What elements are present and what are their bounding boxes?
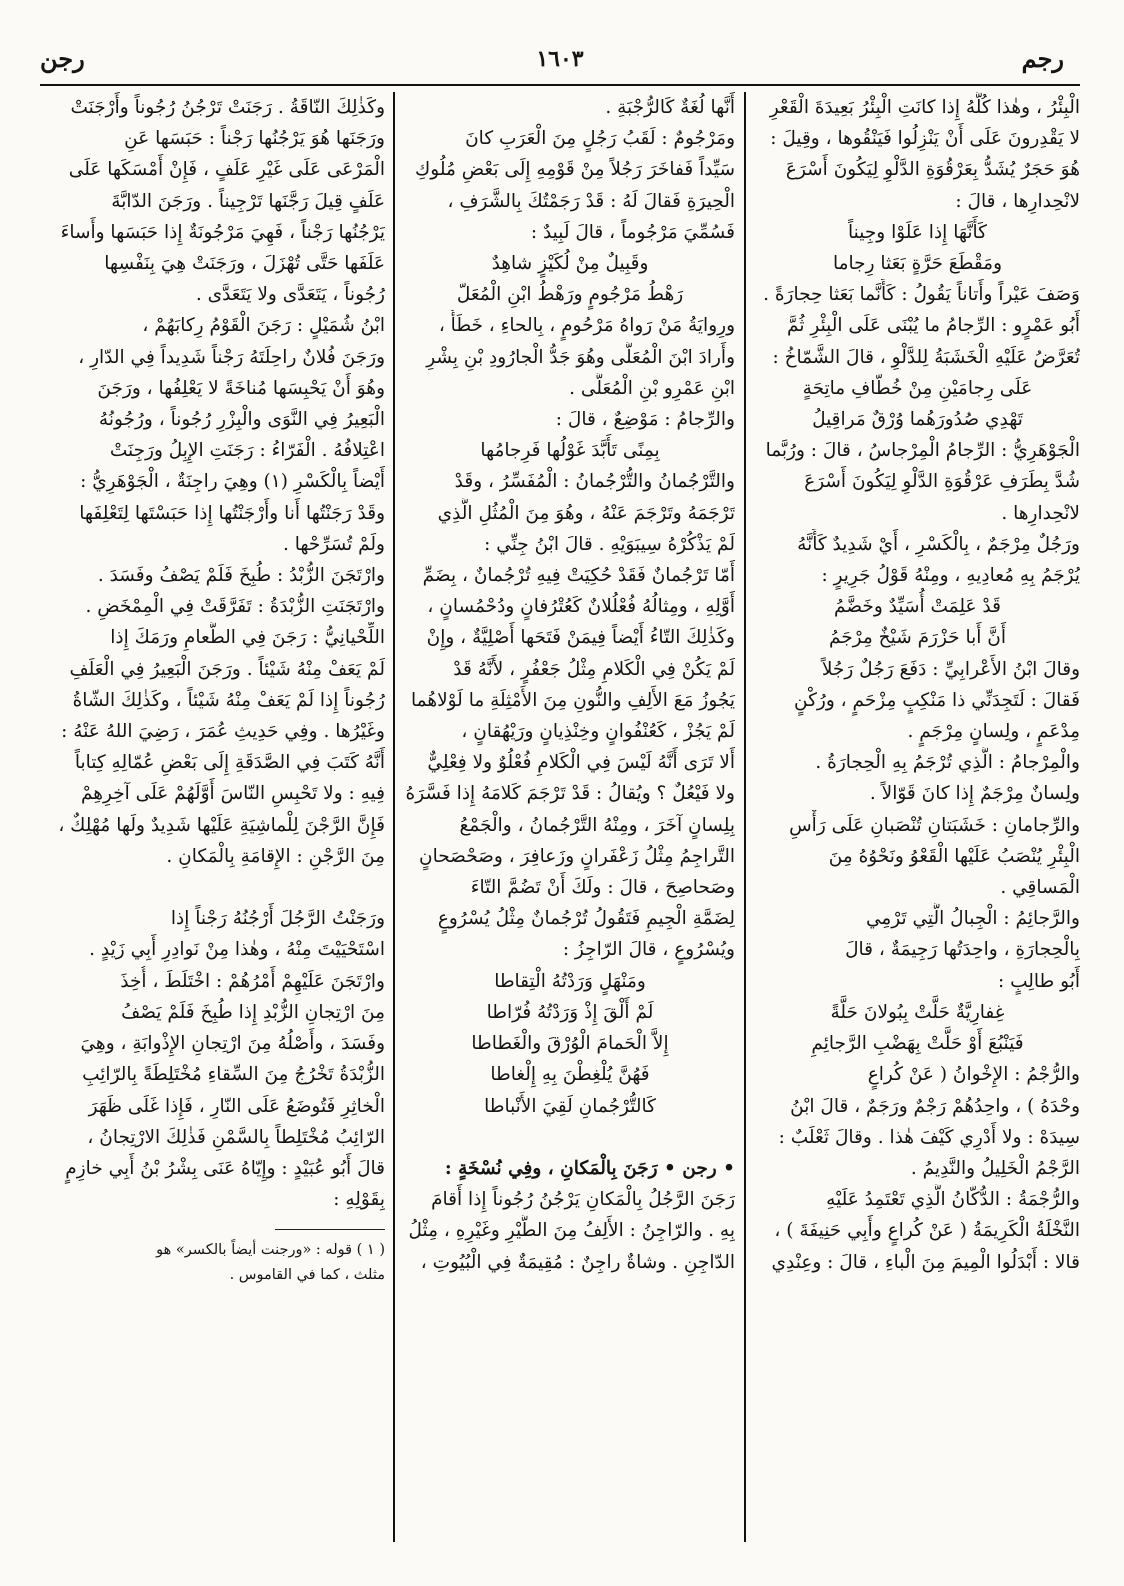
text-line: وارْتَجَنَ عَلَيْهِمْ أَمْرُهُمْ : اخْتَلَطَ ، أُخِذَ bbox=[120, 970, 385, 992]
header-root-word-right: رجم bbox=[1021, 44, 1064, 73]
header-divider bbox=[40, 84, 1080, 86]
text-line: وفَسَدَ ، وأَصْلُهُ مِنَ ارْتِجانِ الإِذْوابَةِ ، وهِيَ bbox=[80, 1033, 385, 1055]
text-line: وارْتَجَنَتِ الزُّبْدَةُ : تَفَرَّقَتْ فِي الْمِمْخَضِ . bbox=[85, 596, 385, 618]
text-line: ابْنُ شُمَيْلٍ : رَجَنَ الْقَوْمُ رِكابَهُمْ ، bbox=[142, 315, 385, 337]
text-line: أَنَّهُ كَتَبَ فِي الصَّدَقَةِ إِلَى بَعْضِ عُمّالِهِ كِتاباً bbox=[74, 752, 385, 774]
text-line: وكَذٰلِكَ التّاءُ أَيْضاً فِيمَنْ فَتَحَها أَصْلِيَّةٌ ، وإِنْ bbox=[426, 627, 735, 649]
text-line: والْمِرْجامُ : الَّذِي تُرْجَمُ بِهِ الْحِجارَةُ . bbox=[815, 752, 1080, 774]
text-line: مِنَ ارْتِجانِ الزُّبْدِ إِذا طُبِخَ فَلَمْ يَصْفُ bbox=[121, 1001, 385, 1023]
text-line: بِهِ . والرّاجِنُ : الأَلِفُ مِنَ الطَّيْرِ وغَيْرِهِ ، مِثْلُ bbox=[408, 1220, 735, 1242]
text-line: غِفارِيَّةٌ حَلَّتْ بِبُولانَ حَلَّةً bbox=[830, 1001, 1005, 1023]
text-line: لانْحِدارِها ، قالَ : bbox=[955, 190, 1080, 212]
text-columns bbox=[40, 92, 1080, 1547]
text-line: كَأَنَّهَا إِذا عَلَوْا وجِيناً bbox=[848, 221, 987, 243]
text-line: هُوَ حَجَرٌ يُشَدُّ بِعَرْقُوَةِ الدَّلْوِ لِيَكُونَ أَسْرَعَ bbox=[785, 159, 1080, 181]
text-line: وهُوَ أَنْ يَحْبِسَها مُناخَةً لا يَعْلِفُها ، ورَجَنَ bbox=[97, 377, 385, 399]
text-line: ورَجُلٌ مِرْجَمٌ ، بِالْكَسْرِ ، أَيْ شَدِيدٌ كَأَنَّهُ bbox=[797, 533, 1080, 555]
text-line: رُجُوناً ، يَتَعَدَّى ولا يَتَعَدَّى . bbox=[195, 284, 385, 306]
text-line: فَقالَ : لَتَجِدَنِّي ذا مَنْكِبٍ مِزْحَمٍ ، ورُكْنٍ bbox=[794, 689, 1080, 711]
text-line: ورَجَنَ فُلانٌ راحِلَتَهُ رَجْناً شَدِيداً فِي الدّارِ ، bbox=[78, 346, 385, 368]
text-line: قَدْ عَلِمَتْ أُسَيِّدٌ وخَضَّمُ bbox=[834, 596, 1001, 618]
text-line: بِالْحِجارَةِ ، واحِدَتُها رَجِيمَةٌ ، قالَ bbox=[845, 939, 1080, 961]
text-line: والرِّجامُ : مَوْضِعٌ ، قالَ : bbox=[555, 409, 735, 431]
text-line: يَرْجُنُها رَجْناً ، فَهِيَ مَرْجُونَةٌ إِذا حَبَسَها وأَساءَ bbox=[60, 221, 385, 243]
text-line: يُرْجَمُ بِهِ مُعادِيهِ ، ومِنْهُ قَوْلُ جَرِيرٍ : bbox=[821, 565, 1080, 587]
text-line: لَمْ يَعَفْ مِنْهُ شَيْئاً . ورَجَنَ الْبَعِيرُ فِي الْعَلَفِ bbox=[69, 658, 385, 680]
text-line: قالا : أَبْدَلُوا الْمِيمَ مِنَ الْباءِ ، قالَ : وعِنْدِي bbox=[771, 1251, 1080, 1273]
text-line: فَيَنْبُعَ أَوْ حَلَّتْ بِهَضْبِ الرَّجائِمِ bbox=[811, 1033, 1024, 1055]
text-line: وقالَ ابْنُ الأَعْرابِيِّ : دَفَعَ رَجُلٌ رَجُلاً bbox=[821, 658, 1080, 680]
text-line: ورَجَنَها هُوَ يَرْجُنُها رَجْناً : حَبَسَها عَنِ bbox=[124, 128, 385, 150]
text-line: الْحِيرَةِ فَقالَ لَهُ : قَدْ رَجَمْتُكَ بِالشَّرَفِ ، bbox=[447, 190, 735, 212]
column-left bbox=[40, 92, 385, 1547]
text-line: الْمَساقِي . bbox=[1000, 877, 1080, 899]
text-line: فِيهِ : ولا تَحْبِسِ النّاسَ أَوَّلَهُمْ عَلَى آخِرِهِمْ bbox=[80, 783, 385, 805]
text-line: وصَحاصِحَ ، قالَ : ولَكَ أَنْ تَضُمَّ التّاءَ bbox=[470, 877, 735, 899]
text-line: ورَجَنْتُ الرَّجُلَ أَرْجُنُهُ رَجْناً إِذا bbox=[170, 908, 385, 930]
text-line: إِلاَّ الْحَمامَ الْوُرْقَ والْغَطاطا bbox=[471, 1033, 669, 1055]
text-line: وَصَفَ عَيْراً وأَتاناً يَقُولُ : كَأَنَّما بَعَثا حِجارَةً . bbox=[763, 284, 1080, 306]
text-line: أَوَّلِهِ ، ومِثالُهُ فُعْلُلانٌ كَعُتْرُفانٍ ودُحْمُسانٍ ، bbox=[427, 596, 735, 618]
text-line: الْمَرْعَى عَلَى غَيْرِ عَلَفٍ ، فَإِنْ أَمْسَكَها عَلَى bbox=[68, 159, 385, 181]
text-line: يَجُوزُ مَعَ الأَلِفِ والنُّونِ مِنَ الأَمْثِلَةِ ما لَوْلاهُما bbox=[410, 689, 735, 711]
text-line: بِمِنًى تَأَبَّدَ غَوْلُها فَرِجامُها bbox=[480, 440, 660, 462]
text-line: لَمْ يَذْكُرْهُ سِيبَوَيْهِ . قالَ ابْنُ جِنِّي : bbox=[484, 533, 735, 555]
text-line: الزُّبْدَةُ تَخْرُجُ مِنَ السِّقاءِ مُخْتَلِطَةً بِالرّائِبِ bbox=[82, 1064, 385, 1086]
text-line: بِلِسانٍ آخَرَ ، ومِنْهُ التَّرْجُمانُ ، والْجَمْعُ bbox=[459, 814, 735, 836]
text-line: وارْتَجَنَ الزُّبْدُ : طُبِخَ فَلَمْ يَصْفُ وفَسَدَ . bbox=[97, 565, 385, 587]
text-line: ولِسانٌ مِرْجَمٌ إِذا كانَ قَوّالاً . bbox=[869, 783, 1080, 805]
text-line: أَنَّ أَبا حَزْرَمَ شَيْخٌ مِرْجَمُ bbox=[828, 627, 1007, 649]
text-line bbox=[40, 872, 385, 903]
text-line: الْجَوْهَرِيُّ : الرِّجامُ الْمِرْجاسُ ، قالَ : ورُبَّما bbox=[765, 440, 1080, 462]
text-line: سِيدَهْ : ولا أَدْرِي كَيْفَ هٰذا . وقالَ ثَعْلَبٌ : bbox=[778, 1126, 1080, 1148]
text-line: مِدْعَمٍ ، ولِسانٍ مِرْجَمٍ . bbox=[907, 721, 1080, 743]
text-line: ابْنِ عَمْرِو بْنِ الْمُعَلَّى . bbox=[569, 377, 735, 399]
text-line: اسْتَحْيَيْتَ مِنْهُ ، وهٰذا مِنْ نَوادِرِ أَبِي زَيْدٍ . bbox=[89, 939, 385, 961]
text-line: اللِّحْيانِيُّ : رَجَنَ فِي الطَّعامِ ورَمَكَ إِذا bbox=[110, 627, 385, 649]
text-line: تَرْجَمَهُ وتَرْجَمَ عَنْهُ ، وهُوَ مِنَ الْمُثُلِ الَّذِي bbox=[437, 502, 735, 524]
text-line: التَّراجِمُ مِثْلُ زَعْفَرانٍ وزَعافِرَ ، وصَحْصَحانٍ bbox=[419, 845, 735, 867]
text-line: أَبُو طالِبٍ : bbox=[997, 970, 1080, 992]
text-line: لانْحِدارِها . bbox=[1001, 502, 1080, 524]
text-line: النَّخْلَةُ الْكَرِيمَةُ ( عَنْ كُراعٍ وأَبِي حَنِيفَةَ ) ، bbox=[774, 1220, 1080, 1242]
text-line: عَلَفٍ قِيلَ رَجَّنَها تَرْجِيناً . ورَجَنَ الدّابَّةَ bbox=[111, 190, 385, 212]
text-line: الْبِئْرِ يُنْصَبُ عَلَيْها الْقَعْوُ ونَحْوُهُ مِنَ bbox=[828, 845, 1080, 867]
text-line: أَلا تَرَى أَنَّهُ لَيْسَ فِي الْكَلامِ فُعْلُوٌ ولا فِعْلِيٌّ bbox=[427, 752, 735, 774]
header-root-word-left: رجن bbox=[40, 44, 85, 73]
column-divider bbox=[744, 92, 746, 1542]
text-line: الْخاثِرِ فَتُوضَعُ عَلَى النّارِ ، فَإِذا غَلَى ظَهَرَ bbox=[88, 1095, 385, 1117]
footnote-divider bbox=[275, 1229, 385, 1230]
footnote-line: ( ١ ) قوله : «ورجنت أيضاً بالكسر» هو bbox=[156, 1242, 385, 1259]
text-line: والرِّجامانِ : خَشَبَتانِ تُنْصَبانِ عَلَى رَأْسِ bbox=[789, 814, 1080, 836]
text-line: أَيْضاً بِالْكَسْرِ (١) وهِيَ راجِنَةٌ ، الْجَوْهَرِيُّ : bbox=[80, 471, 385, 493]
text-line: فَهُنَّ يُلْغِطْنَ بِهِ إِلْغاطا bbox=[490, 1064, 650, 1086]
page-header bbox=[40, 44, 1080, 74]
text-line: الْبَعِيرُ فِي النَّوَى والْبِزْرِ رُجُوناً ، ورُجُونُهُ bbox=[98, 409, 385, 431]
text-line: لَمْ يَجُزْ ، كَعُنْفُوانٍ وخِنْذِيانٍ ورَيْهُقانٍ ، bbox=[461, 721, 735, 743]
text-line: ولا فَيْعُلٌ ؟ ويُقالُ : قَدْ تَرْجَمَ كَلامَهُ إِذا فَسَّرَهُ bbox=[405, 783, 735, 805]
text-line: رُجُوناً إِذا لَمْ يَعَفْ مِنْهُ شَيْئاً ، وكَذٰلِكَ الشّاةُ bbox=[72, 689, 385, 711]
text-line: وقَبِيلٌ مِنْ لُكَيْزٍ شاهِدٌ bbox=[491, 253, 649, 275]
text-line: ومَنْهَلٍ وَرَدْتُهُ الْتِقاطا bbox=[494, 970, 646, 992]
footnote-line: مثلث ، كما في القاموس . bbox=[229, 1267, 385, 1284]
text-line: الدّاجِنِ . وشاةٌ راجِنٌ : مُقِيمَةٌ فِي الْبُيُوتِ ، bbox=[420, 1251, 735, 1273]
text-line: وكَذٰلِكَ النّاقَةُ . رَجَنَتْ تَرْجُنُ رُجُوناً وأَرْجَنَتْ bbox=[70, 97, 385, 118]
text-line: بِقَوْلِهِ : bbox=[333, 1189, 385, 1211]
text-line: اعْتِلافُهُ . الْفَرّاءُ : رَجَنَتِ الإِبِلُ ورَجِنَتْ bbox=[109, 440, 385, 462]
text-line: أَمّا تَرْجُمانٌ فَقَدْ حُكِيَتْ فِيهِ تُرْجُمانٌ ، بِضَمِّ bbox=[422, 565, 735, 587]
text-line: مِنَ الرَّجْنِ : الإِقامَةِ بِالْمَكانِ . bbox=[166, 845, 385, 867]
text-line: أَنَّها لُغَةٌ كَالرُّجْبَةِ . bbox=[605, 97, 735, 118]
text-line: الرَّجْمُ الْخَلِيلُ والنَّدِيمُ . bbox=[910, 1157, 1080, 1179]
text-line: عَلَى رِجامَيْنِ مِنْ خُطّافِ ماتِحَةٍ bbox=[802, 377, 1033, 399]
text-line: • رجن • رَجَنَ بِالْمَكانِ ، وفِي نُسْخَةٍ : bbox=[444, 1157, 735, 1179]
text-line: لا يَقْدِرونَ عَلَى أَنْ يَنْزِلُوا فَيَنْقُوها ، وقِيلَ : bbox=[770, 128, 1080, 150]
text-line: ولَمْ تُسَرِّحْها . bbox=[283, 533, 385, 555]
text-line: أَبُو عَمْرٍو : الرِّجامُ ما يُبْنَى عَلَى الْبِئْرِ ثُمَّ bbox=[787, 315, 1080, 337]
text-line: ويُسْرُوعٍ ، قالَ الرّاجِزُ : bbox=[562, 939, 735, 961]
column-right bbox=[755, 92, 1080, 1547]
text-line: الْبِئْرُ ، وهٰذا كُلُّهُ إِذا كانَتِ الْبِئْرُ بَعِيدَةَ الْقَعْرِ bbox=[769, 97, 1080, 118]
column-divider bbox=[393, 92, 395, 1542]
text-line: ومَرْجُومٌ : لَقَبُ رَجُلٍ مِنَ الْعَرَبِ كانَ bbox=[465, 128, 735, 150]
column-middle bbox=[405, 92, 735, 1547]
text-line: لَمْ يَكُنْ فِي الْكَلامِ مِثْلُ جَعْفُرٍ ، لأَنَّهُ قَدْ bbox=[453, 658, 735, 680]
text-line: وحْدَهُ ) ، واحِدُهُمْ رَجْمٌ ورَجَمٌ ، قالَ ابْنُ bbox=[790, 1095, 1080, 1117]
text-line: تَهْدِي صُدُورَهُما وُرْقٌ مَراقِيلُ bbox=[812, 409, 1023, 431]
text-line: ومَقْطَعَ حَرَّةٍ بَعَثا رِجاما bbox=[832, 253, 1003, 275]
text-line: فَإِنَّ الرَّجْنَ لِلْماشِيَةِ عَلَيْها شَدِيدٌ ولَها مُهْلِكٌ ، bbox=[58, 814, 385, 836]
text-line: رَهْطُ مَرْجُومٍ ورَهْطُ ابْنِ الْمُعَلّ bbox=[456, 284, 684, 306]
text-line: فَسُمِّيَ مَرْجُوماً ، قالَ لَبِيدٌ : bbox=[530, 221, 735, 243]
text-line: كَالتُّرْجُمانِ لَقِيَ الأَنْباطا bbox=[484, 1095, 656, 1117]
text-line: تُعَرَّضُ عَلَيْهِ الْخَشَبَةُ لِلدَّلْوِ ، قالَ الشَّمّاخُ : bbox=[772, 346, 1080, 368]
text-line: وقَدْ رَجَنْتُها أَنا وأَرْجَنْتُها إِذا حَبَسْتَها لِتَعْلِفَها bbox=[79, 502, 385, 524]
text-line: الرّائِبُ مُخْتَلِطاً بِالسَّمْنِ فَذٰلِكَ الارْتِجانُ ، bbox=[87, 1126, 385, 1148]
text-line: لَمْ أَلْقَ إِذْ وَرَدْتُهُ فُرّاطا bbox=[486, 1001, 654, 1023]
text-line: ورِوايَةُ مَنْ رَواهُ مَرْحُومٍ ، بِالحاءِ ، خَطَأٌ ، bbox=[438, 315, 735, 337]
text-line: عَلَفَها حَتَّى تُهْزَلَ ، ورَجَنَتْ هِيَ بِنَفْسِها bbox=[104, 253, 385, 275]
page-number: ١٦٠٣ bbox=[536, 46, 584, 72]
text-line: وغَيْرُها . وفِي حَدِيثِ عُمَرَ ، رَضِيَ اللهُ عَنْهُ : bbox=[61, 721, 385, 743]
text-line: والتَّرْجُمانُ والتُّرْجُمانُ : الْمُفَسِّرُ ، وقَدْ bbox=[454, 471, 735, 493]
text-line: وأَرادَ ابْنَ الْمُعَلَّى وهُوَ جَدُّ الْجارُودِ بْنِ بِشْرِ bbox=[426, 346, 735, 368]
text-line: رَجَنَ الرَّجُلُ بِالْمَكانِ يَرْجُنُ رُجُوناً إِذا أَقامَ bbox=[431, 1189, 735, 1211]
text-line: شُدَّ بِطَرَفِ عَرْقُوَةِ الدَّلْوِ لِيَكُونَ أَسْرَعَ bbox=[804, 471, 1080, 493]
text-line: سَيِّداً فَفاخَرَ رَجُلاً مِنْ قَوْمِهِ إِلَى بَعْضِ مُلُوكِ bbox=[415, 159, 735, 181]
text-line: والرَّجائِمُ : الْجِبالُ الَّتِي تَرْمِي bbox=[865, 908, 1080, 930]
text-line: قالَ أَبُو عُبَيْدٍ : وإِيّاهُ عَنَى بِشْرُ بْنُ أَبِي خازِمٍ bbox=[65, 1157, 385, 1179]
text-line: والرُّجْمُ : الإِخْوانُ ( عَنْ كُراعٍ bbox=[867, 1064, 1080, 1086]
text-line bbox=[405, 1122, 735, 1153]
text-line: والرُّجْمَةُ : الدُّكّانُ الَّذِي تَعْتَمِدُ عَلَيْهِ bbox=[826, 1189, 1080, 1211]
text-line: لِضَمَّةِ الْجِيمِ فَتَقُولُ تُرْجُمانٌ مِثْلُ يُسْرُوعٍ bbox=[437, 908, 735, 930]
